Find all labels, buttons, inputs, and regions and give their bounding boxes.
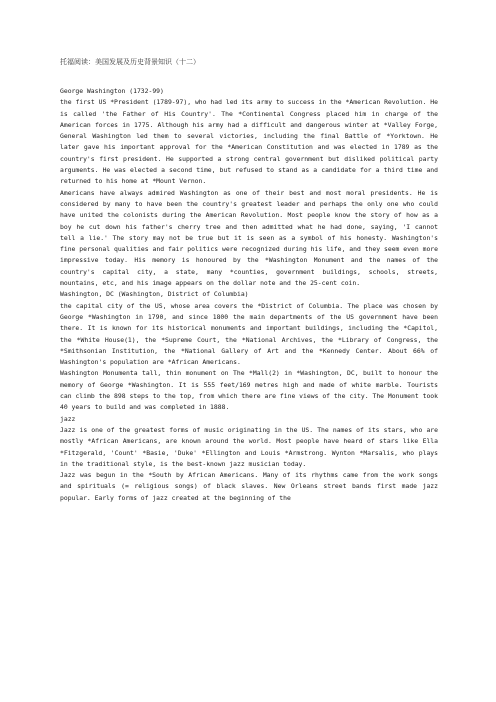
paragraph-washington-legacy: Americans have always admired Washington as one of their best and most moral presidents. He is considered by many to have been the country's greatest leader and perhaps the only one who could have united the colonists during the American Revolution. Most people know the story of how as a boy he cut down his father's cherry tree and then admitted what he had done, saying, 'I cannot tell a lie.' The story may not be true but it is seen as a symbol of his honesty. Washington's fine personal qualities and fair politics were recognized during his life, and they seem even more impressive today. His memory is honoured by the *Washington Monument and the names of the country's capital city, a state, many *counties, government buildings, schools, streets, mountains, etc, and his image appears on the dollar note and the 25-cent coin. xyxy=(60,188,438,288)
paragraph-jazz-origins: Jazz was begun in the *South by African Americans. Many of its rhythms came from the work songs and spirituals (= religious songs) of black slaves. New Orleans street bands first made jazz popular. Early forms of jazz created at the beginning of the xyxy=(60,471,438,502)
paragraph-jazz-intro: Jazz is one of the greatest forms of music originating in the US. The names of its stars, who are mostly *African Americans, are known around the world. Most people have heard of stars like Ella *Fitzgerald, 'Count' *Basie, 'Duke' *Ellington and Louis *Armstrong. Wynton *Marsalis, who plays in the traditional style, is the best-known jazz musician today. xyxy=(60,425,438,468)
document-body xyxy=(60,86,438,504)
document-title: 托福阅读：美国发展及历史背景知识（十二） xyxy=(60,58,200,66)
paragraph-washington-bio: the first US *President (1789-97), who had led its army to success in the *American Revolution. He is called 'the Father of His Country'. The *Continental Congress placed him in charge of the American forces in 1775. Although his army had a difficult and dangerous winter at *Valley Forge, General Washington led them to several victories, including the final Battle of *Yorktown. He later gave his important approval for the *American Constitution and was elected in 1789 as the country's first president. He supported a strong central government but disliked political party arguments. He was elected a second time, but refused to stand as a candidate for a third time and returned to his home at *Mount Vernon. xyxy=(60,98,438,186)
paragraph-washington-monument: Washington Monumenta tall, thin monument on The *Mall(2) in *Washington, DC, built to honour the memory of George *Washington. It is 555 feet/169 metres high and made of white marble. Tourists can climb the 898 steps to the top, from which there are fine views of the city. The Monument took 40 years to build and was completed in 1888. xyxy=(60,369,438,412)
heading-george-washington: George Washington (1732-99) xyxy=(60,87,164,95)
heading-washington-dc: Washington, DC (Washington, District of Columbia) xyxy=(60,290,249,299)
paragraph-washington-dc: the capital city of the US, whose area covers the *District of Columbia. The place was chosen by George *Washington in 1790, and since 1800 the main departments of the US government have been there. It is known for its historical monuments and important buildings, including the *Capitol, the *White House(1), the *Supreme Court, the *National Archives, the *Library of Congress, the *Smithsonian Institution, the *National Gallery of Art and the *Kennedy Center. About 66% of Washington's population are *African Americans. xyxy=(60,301,438,367)
heading-jazz: jazz xyxy=(60,414,76,423)
